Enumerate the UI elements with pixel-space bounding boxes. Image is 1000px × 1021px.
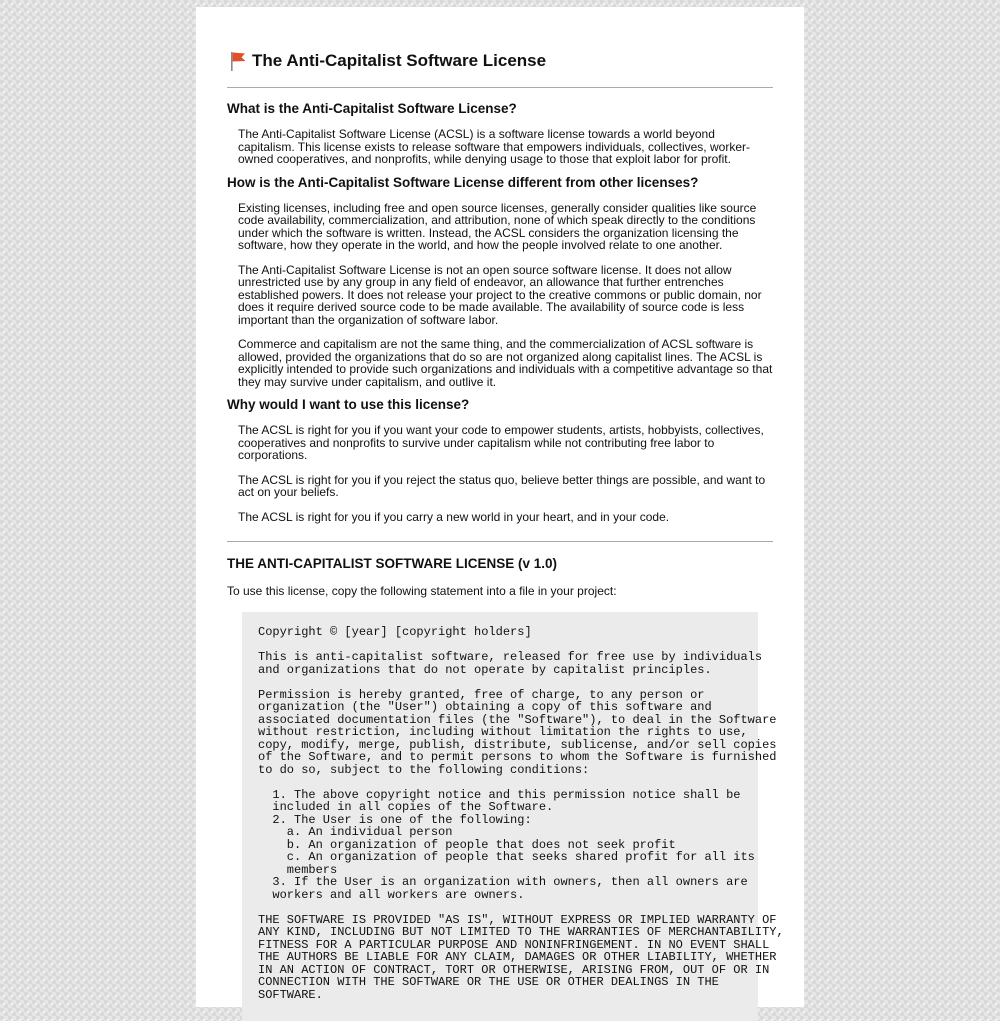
- license-text-line: associated documentation files (the "Software"), to deal in the Software: [258, 712, 777, 727]
- license-text-line: FITNESS FOR A PARTICULAR PURPOSE AND NONINFRINGEMENT. IN NO EVENT SHALL: [258, 937, 770, 952]
- license-text-line: b. An organization of people that does not seek profit: [258, 837, 676, 852]
- paragraph: The Anti-Capitalist Software License (ACSL) is a software license towards a world beyond capitalism. This license exists to release software that empowers individuals, collectives, worker-owned cooperatives, and nonprofits, while denying usage to those that exploit labor for profit.: [238, 127, 750, 166]
- license-text-line: Copyright © [year] [copyright holders]: [258, 625, 532, 639]
- license-text-line: 2. The User is one of the following:: [258, 812, 532, 827]
- license-text-line: IN AN ACTION OF CONTRACT, TORT OR OTHERWISE, ARISING FROM, OUT OF OR IN: [258, 962, 770, 977]
- license-text-line: [258, 776, 742, 789]
- license-text-line: CONNECTION WITH THE SOFTWARE OR THE USE OR OTHER DEALINGS IN THE: [258, 975, 719, 989]
- page-header: [227, 49, 773, 73]
- license-text-line: Permission is hereby granted, free of charge, to any person or: [258, 687, 705, 702]
- license-title: THE ANTI-CAPITALIST SOFTWARE LICENSE (v 1.0): [227, 556, 558, 571]
- license-text-line: THE SOFTWARE IS PROVIDED "AS IS", WITHOUT EXPRESS OR IMPLIED WARRANTY OF: [258, 912, 777, 927]
- license-text-line: ANY KIND, INCLUDING BUT NOT LIMITED TO THE WARRANTIES OF MERCHANTABILITY,: [258, 925, 784, 939]
- license-usage-note: To use this license, copy the following statement into a file in your project:: [227, 584, 617, 598]
- page-container: [196, 7, 804, 1007]
- license-text-line: included in all copies of the Software.: [258, 800, 554, 814]
- license-text-line: 3. If the User is an organization with owners, then all owners are: [258, 875, 748, 889]
- section-heading-why: Why would I want to use this license?: [227, 397, 470, 412]
- license-text-line: a. An individual person: [258, 825, 453, 839]
- divider: [227, 541, 773, 542]
- license-text-line: THE AUTHORS BE LIABLE FOR ANY CLAIM, DAMAGES OR OTHER LIABILITY, WHETHER: [258, 950, 777, 964]
- license-text-line: [258, 676, 742, 689]
- license-text-line: members: [258, 862, 338, 877]
- license-text-line: and organizations that do not operate by capitalist principles.: [258, 662, 712, 677]
- license-text-line: c. An organization of people that seeks shared profit for all its: [258, 850, 755, 864]
- section-heading-what: What is the Anti-Capitalist Software License?: [227, 101, 517, 116]
- license-text-line: of the Software, and to permit persons to whom the Software is furnished: [258, 750, 777, 764]
- paragraph: The Anti-Capitalist Software License is not an open source software license. It does not allow unrestricted use by any group in any field of endeavor, an allowance that further entrenches established powers. It does not release your project to the creative commons or public domain, nor does it require derived source code to be made available. The availability of source code is less important than the organization of software labor.: [238, 262, 762, 327]
- section-heading-how: How is the Anti-Capitalist Software License different from other licenses?: [227, 174, 699, 190]
- divider: [227, 87, 773, 88]
- paragraph: The ACSL is right for you if you carry a new world in your heart, and in your code.: [238, 509, 670, 524]
- license-text-line: to do so, subject to the following conditions:: [258, 762, 590, 777]
- license-text-line: without restriction, including without limitation the rights to use,: [258, 725, 748, 739]
- paragraph: The ACSL is right for you if you reject the status quo, believe better things are possible, and want to act on your beliefs.: [238, 472, 766, 499]
- license-text-line: organization (the "User") obtaining a copy of this software and: [258, 700, 712, 714]
- paragraph: Commerce and capitalism are not the same thing, and the commercialization of ACSL software is allowed, provided the organizations that do so are not organized along capitalist lines. The ACSL is explicitly intended to provide such organizations and individuals with a competitive advantage so that they may survive under capitalism, and outlive it.: [238, 337, 773, 389]
- page-title: The Anti-Capitalist Software License: [252, 51, 547, 70]
- license-text-line: SOFTWARE.: [258, 987, 323, 1002]
- red-flag-icon: [227, 50, 249, 72]
- license-text-line: 1. The above copyright notice and this permission notice shall be: [258, 787, 741, 802]
- license-text-line: copy, modify, merge, publish, distribute, sublicense, and/or sell copies: [258, 737, 777, 752]
- paragraph: The ACSL is right for you if you want your code to empower students, artists, hobbyists, collectives, cooperatives and nonprofits to survive under capitalism while not contributing free labor to corporations.: [238, 423, 764, 462]
- license-text-line: workers and all workers are owners.: [258, 887, 525, 902]
- license-text-line: This is anti-capitalist software, released for free use by individuals: [258, 650, 763, 664]
- paragraph: Existing licenses, including free and open source licenses, generally consider qualities like source code availability, commercialization, and attribution, none of which speak directly to the conditions under which the software is written. Instead, the ACSL considers the organization licensing the software, how they operate in the world, and how the people involved relate to one another.: [238, 200, 757, 252]
- license-text-block[interactable]: [242, 612, 784, 1021]
- license-text-line: [258, 901, 742, 914]
